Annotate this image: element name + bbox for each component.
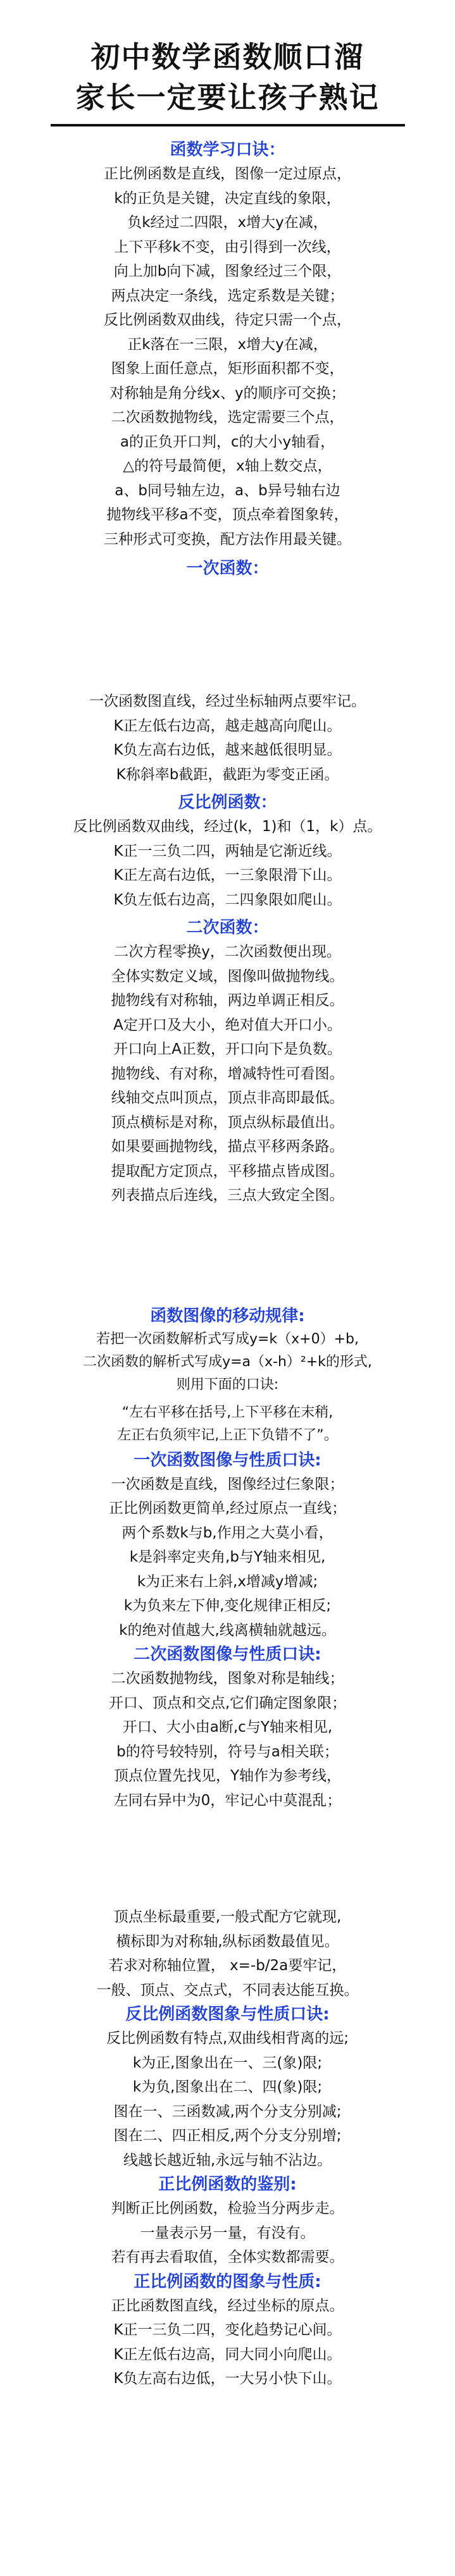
section-heading: 正比例函数的鉴别:	[158, 2175, 297, 2194]
section-heading: 函数学习口诀：	[170, 140, 285, 159]
section-heading: 反比例函数：	[178, 793, 277, 812]
section-quadratic-graph-properties	[0, 1642, 455, 1813]
text-line: K正一三负二四，变化趋势记心间。	[113, 2322, 342, 2338]
section-heading: 一次函数图像与性质口诀:	[134, 1450, 321, 1470]
text-line: 开口、大小由a断,c与Y轴来相见,	[122, 1719, 333, 1735]
text-line: K负左高右边低，一大另小快下山。	[113, 2370, 342, 2387]
text-line: 二次函数抛物线，选定需要三个点，	[111, 409, 344, 426]
text-line: 开口向上A正数，开口向下是负数。	[113, 1041, 342, 1057]
text-line: 顶点位置先找见，Y轴作为参考线，	[113, 1768, 342, 1784]
text-line: 若求对称轴位置， x=-b/2a要牢记，	[108, 1957, 347, 1974]
text-line: 正比例函数更简单,经过原点一直线；	[108, 1500, 347, 1517]
text-line: 二次函数抛物线，图象对称是轴线；	[111, 1670, 344, 1687]
section-linear-function-lines	[0, 689, 455, 787]
section-inverse-function	[0, 791, 455, 912]
text-line: 则用下面的口诀:	[176, 1376, 279, 1393]
section-heading: 函数图像的移动规律:	[150, 1306, 305, 1326]
text-line: 横标即为对称轴,纵标函数最值见。	[116, 1933, 339, 1950]
text-line: 提取配方定顶点，平移描点皆成图。	[111, 1162, 344, 1180]
section-vertex-notes	[0, 1905, 455, 2002]
text-line: 列表描点后连线，三点大致定全图。	[111, 1187, 344, 1204]
section-direct-proportion-identification	[0, 2172, 455, 2270]
text-line: 一量表示另一量，有没有。	[140, 2224, 315, 2241]
text-line: 正比例函数是直线，图像一定过原点，	[104, 166, 351, 182]
text-line: k为负,图象出在二、四(象)限;	[132, 2079, 323, 2095]
text-line: 开口、顶点和交点,它们确定图象限；	[108, 1694, 347, 1711]
text-line: 抛物线有对称轴，两边单调正相反。	[111, 992, 344, 1009]
section-quadratic-function	[0, 916, 455, 1208]
text-line: 顶点坐标最重要,一般式配方它就现,	[113, 1909, 342, 1925]
text-line: k的正负是关键，决定直线的象限，	[114, 190, 341, 207]
text-line: 两点决定一条线，选定系数是关键；	[111, 287, 344, 304]
section-linear-function	[0, 557, 455, 581]
section-heading: 二次函数图像与性质口诀:	[134, 1645, 321, 1664]
text-line: k为正,图象出在一、三(象)限;	[132, 2054, 323, 2071]
text-line: 线越长越近轴,永远与轴不沾边。	[123, 2152, 332, 2169]
text-line: 若把一次函数解析式写成y=k（x+0）+b,	[96, 1331, 359, 1347]
text-line: 线轴交点叫顶点，顶点非高即最低。	[111, 1090, 344, 1106]
text-line: K正左高右边低，一三象限滑下山。	[113, 867, 342, 884]
text-line: K正左低右边高，同大同小向爬山。	[113, 2346, 342, 2363]
text-line: 反比例函数有特点,双曲线相背离的远;	[106, 2030, 349, 2047]
text-line: 反比例函数双曲线，经过(k，1)和（1，k）点。	[73, 818, 382, 835]
text-line: 顶点横标是对称，顶点纵标最值出。	[111, 1114, 344, 1131]
text-line: 三种形式可变换，配方法作用最关键。	[104, 531, 351, 548]
title-line-1: 初中数学函数顺口溜	[90, 40, 365, 74]
section-heading: 反比例函数图象与性质口诀:	[125, 2005, 330, 2024]
text-line: k为正来右上斜,x增减y增减;	[137, 1573, 318, 1590]
text-line: 左同右异中为0，牢记心中莫混乱；	[113, 1792, 342, 1809]
text-line: 抛物线平移a不变，顶点牵着图象转，	[106, 507, 349, 523]
section-inverse-graph-properties	[0, 2002, 455, 2172]
section-direct-proportion-graph	[0, 2270, 455, 2391]
text-line: 左正右负须牢记,上正下负错不了”。	[117, 1427, 338, 1443]
text-line: 二次函数的解析式写成y=a（x-h）²+k的形式,	[83, 1353, 372, 1370]
text-line: K正一三负二四，两轴是它渐近线。	[113, 842, 342, 860]
text-line: “左右平移在括号,上下平移在末稍,	[122, 1404, 333, 1420]
text-line: 抛物线、有对称，增减特性可看图。	[111, 1065, 344, 1082]
title-line-2: 家长一定要让孩子熟记	[75, 80, 380, 114]
text-line: 若有再去看取值，全体实数都需要。	[111, 2249, 344, 2265]
text-line: A定开口及大小，绝对值大开口小。	[113, 1016, 342, 1033]
text-line: b的符号较特别，符号与a相关联；	[116, 1743, 339, 1760]
text-line: 图在一、三函数减,两个分支分别减;	[113, 2103, 342, 2120]
section-graph-shift-rules	[0, 1304, 455, 1447]
text-line: 负k经过二四限，x增大y在减，	[127, 214, 328, 231]
section-heading: 二次函数：	[186, 918, 269, 937]
text-line: 图在二、四正相反,两个分支分别增;	[113, 2128, 342, 2144]
text-line: K正左低右边高，越走越高向爬山。	[113, 717, 342, 734]
text-line: △的符号最简便，x轴上数交点，	[123, 458, 332, 474]
text-line: 两个系数k与b,作用之大莫小看，	[122, 1524, 333, 1541]
text-line: 反比例函数双曲线，待定只需一个点，	[104, 312, 351, 328]
section-function-mnemonic	[0, 138, 455, 552]
text-line: K负左高右边低，越来越低很明显。	[113, 742, 342, 758]
text-line: 一般、顶点、交点式，不同表达能互换。	[96, 1981, 359, 1999]
text-line: 判断正比例函数，检验当分两步走。	[111, 2200, 344, 2217]
text-line: K称斜率b截距，截距为零变正函。	[116, 766, 339, 783]
text-line: 图象上面任意点，矩形面积都不变，	[111, 361, 344, 377]
text-line: a、b同号轴左边，a、b异号轴右边	[115, 482, 340, 499]
title-underline	[51, 124, 405, 126]
text-line: k为负来左下伸,变化规律正相反;	[123, 1598, 332, 1614]
text-line: 一次函数图直线，经过坐标轴两点要牢记。	[89, 693, 366, 710]
section-heading: 一次函数：	[186, 559, 269, 578]
text-line: 正比函数图直线，经过坐标的原点。	[111, 2297, 344, 2314]
text-line: k是斜率定夹角,b与Y轴来相见,	[129, 1549, 326, 1565]
text-line: k的绝对值越大,线离横轴就越远。	[119, 1622, 336, 1639]
text-line: 正k落在一三限，x增大y在减，	[127, 336, 328, 353]
text-line: 上下平移k不变，由引得到一次线，	[114, 238, 341, 256]
text-line: 二次方程零换y，二次函数便出现。	[114, 944, 341, 960]
title-block	[0, 0, 455, 126]
text-line: K负左低右边高，二四象限如爬山。	[113, 891, 342, 908]
section-linear-graph-properties	[0, 1448, 455, 1643]
text-line: 一次函数是直线，图像经过仨象限；	[111, 1476, 344, 1493]
text-line: a的正负开口判，c的大小y轴看，	[120, 433, 335, 450]
text-line: 全体实数定义域，图像叫做抛物线。	[111, 968, 344, 985]
text-line: 如果要画抛物线，描点平移两条路。	[111, 1138, 344, 1155]
text-line: 向上加b向下减，图象经过三个限，	[113, 263, 342, 280]
section-heading: 正比例函数的图象与性质:	[134, 2272, 321, 2291]
text-line: 对称轴是角分线x、y的顺序可交换；	[109, 385, 346, 402]
